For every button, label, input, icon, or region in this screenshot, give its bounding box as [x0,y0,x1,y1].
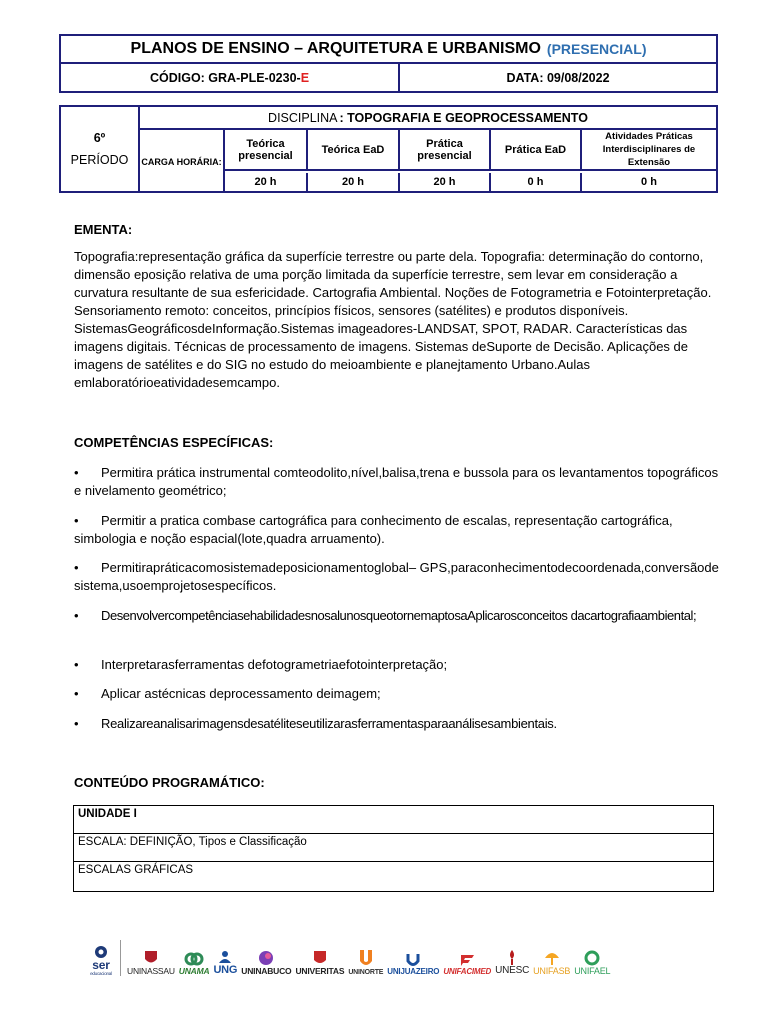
conteudo-heading: CONTEÚDO PROGRAMÁTICO: [74,775,265,790]
bullet-icon: • [74,686,79,701]
col-header-pratica-ead: Prática EaD [491,130,582,171]
competencia-item: • Permitira prática instrumental comteodolito,nível,balisa,trena e bussola para os levantamentos topográficos e nivelamento geométrico; [74,465,719,498]
unifael-logo: UNIFAEL [574,950,610,976]
bullet-icon: • [74,560,79,575]
unama-logo: UNAMA [179,952,210,976]
ung-figure-icon [217,950,233,964]
bullet-icon: • [74,513,79,528]
uninassau-logo: UNINASSAU [127,950,175,976]
modality-label: (PRESENCIAL) [546,41,647,57]
footer-logos [90,936,690,976]
value-teorica-presencial: 20 h [225,173,308,191]
carga-horaria-label: CARGA HORÁRIA: [140,130,225,191]
discipline-title-label: DISCIPLINA [268,110,338,125]
unesc-torch-icon [506,949,518,965]
bullet-icon: • [74,465,79,480]
uninorte-u-icon [358,949,374,969]
uninabuco-circle-icon [258,950,274,966]
competencia-item: • Aplicar astécnicas deprocessamento deimagem; [74,686,381,701]
code-cell [61,64,400,91]
discipline-title-value: : TOPOGRAFIA E GEOPROCESSAMENTO [339,110,588,125]
conteudo-row: ESCALA: DEFINIÇÃO, Tipos e Classificação [74,834,713,862]
unifasb-umbrella-icon [544,950,560,966]
univeritas-crest-icon [313,950,327,966]
unifasb-logo: UNIFASB [533,950,570,976]
code-label: CÓDIGO: GRA-PLE-0230- [149,70,301,85]
uninorte-logo: UNINORTE [348,949,383,976]
code-suffix: E [300,70,310,85]
unijuazeiro-logo: UNIJUAZEIRO [387,953,439,976]
unijuazeiro-u-icon [406,953,420,967]
discipline-title-cell [140,107,716,130]
logo-divider [120,940,121,976]
value-pratica-ead: 0 h [491,173,582,191]
ementa-text: Topografia:representação gráfica da superfície terrestre ou parte dela. Topografia: determinação do contorno, dimensão eposição relativa de uma porção limitada da superfície terrestre, sem levar em consideração a curvatura resultante de sua esfericidade. Cartografia Ambiental. Noções de Fotogrametria e Fotointerpretação. Sensoriamento remoto: conceitos, princípios físicos, sensores (satélites) e produtos disponíveis. SistemasGeográficosdeInformação.Sistemas imageadores-LANDSAT, SPOT, RADAR. Características das imagens digitais. Técnicas de processamento de imagens. Sistemas deSuporte de Decisão. Aplicações de imagens de satélites e do SIG no estudo do meioambiente e planejtamento Urbano.Aulas emlaboratórioeatividadesemcampo. [74,249,712,390]
col-header-teorica-ead: Teórica EaD [308,130,400,171]
value-atividades-extensao: 0 h [641,176,657,188]
competencia-item: • Interpretarasferramentas defotogrametriaefotointerpretação; [74,657,448,672]
value-teorica-ead: 20 h [308,173,400,191]
conteudo-table [73,805,714,892]
uninassau-shield-icon [144,950,158,966]
value-pratica-presencial: 20 h [400,173,491,191]
ementa-heading: EMENTA: [74,222,133,237]
plan-title-row [61,36,716,64]
bullet-icon: • [74,657,79,672]
ser-logo: ser educacional [90,944,112,976]
univeritas-logo: UNIVERITAS [295,950,344,976]
col-header-teorica-presencial: Teórica presencial [225,130,308,171]
ung-logo: UNG [213,950,237,976]
unifacimed-logo: UNIFACIMED [443,953,491,976]
period-number: 6º [93,131,106,145]
competencia-item: • Permitir a pratica combase cartográfica para conhecimento de escalas, representação cartográfica, simbologia e noção espacial(lote,quadra arruamento). [74,513,673,546]
unifael-circle-icon [584,950,600,966]
competencias-heading: COMPETÊNCIAS ESPECÍFICAS: [74,435,274,450]
unesc-logo: UNESC [495,949,529,976]
competencia-item: • Permitirapráticacomosistemadeposicionamentoglobal– GPS,paraconhecimentodecoordenada,conversãode sistema,usoemprojetosespecíficos. [74,560,719,593]
discipline-table [59,105,718,193]
bullet-icon: • [74,608,79,623]
plan-header-table [59,34,718,93]
date-cell [400,64,716,91]
conteudo-row-unidade: UNIDADE I [74,806,713,834]
date-label: DATA: 09/08/2022 [506,70,610,85]
unama-swirl-icon [184,952,204,966]
competencia-item: • Realizareanalisarimagensdesatéliteseutilizarasferramentasparaanálisesambientais. [74,716,557,731]
code-date-row [61,64,716,91]
competencia-item: • DesenvolvercompetênciasehabilidadesnosalunosqueotornemaptosaAplicarosconceitos dacartografiaambiental; [74,608,697,623]
plan-title: PLANOS DE ENSINO – ARQUITETURA E URBANISMO [130,40,541,57]
col-header-atividades-extensao: Atividades Práticas Interdisciplinares de Extensão [582,130,716,171]
bullet-icon: • [74,716,79,731]
period-cell [61,107,140,191]
col-header-pratica-presencial: Prática presencial [400,130,491,171]
uninabuco-logo: UNINABUCO [241,950,291,976]
period-label: PERÍODO [70,153,129,167]
unifacimed-f-icon [458,953,476,967]
conteudo-row: ESCALAS GRÁFICAS [78,864,194,876]
